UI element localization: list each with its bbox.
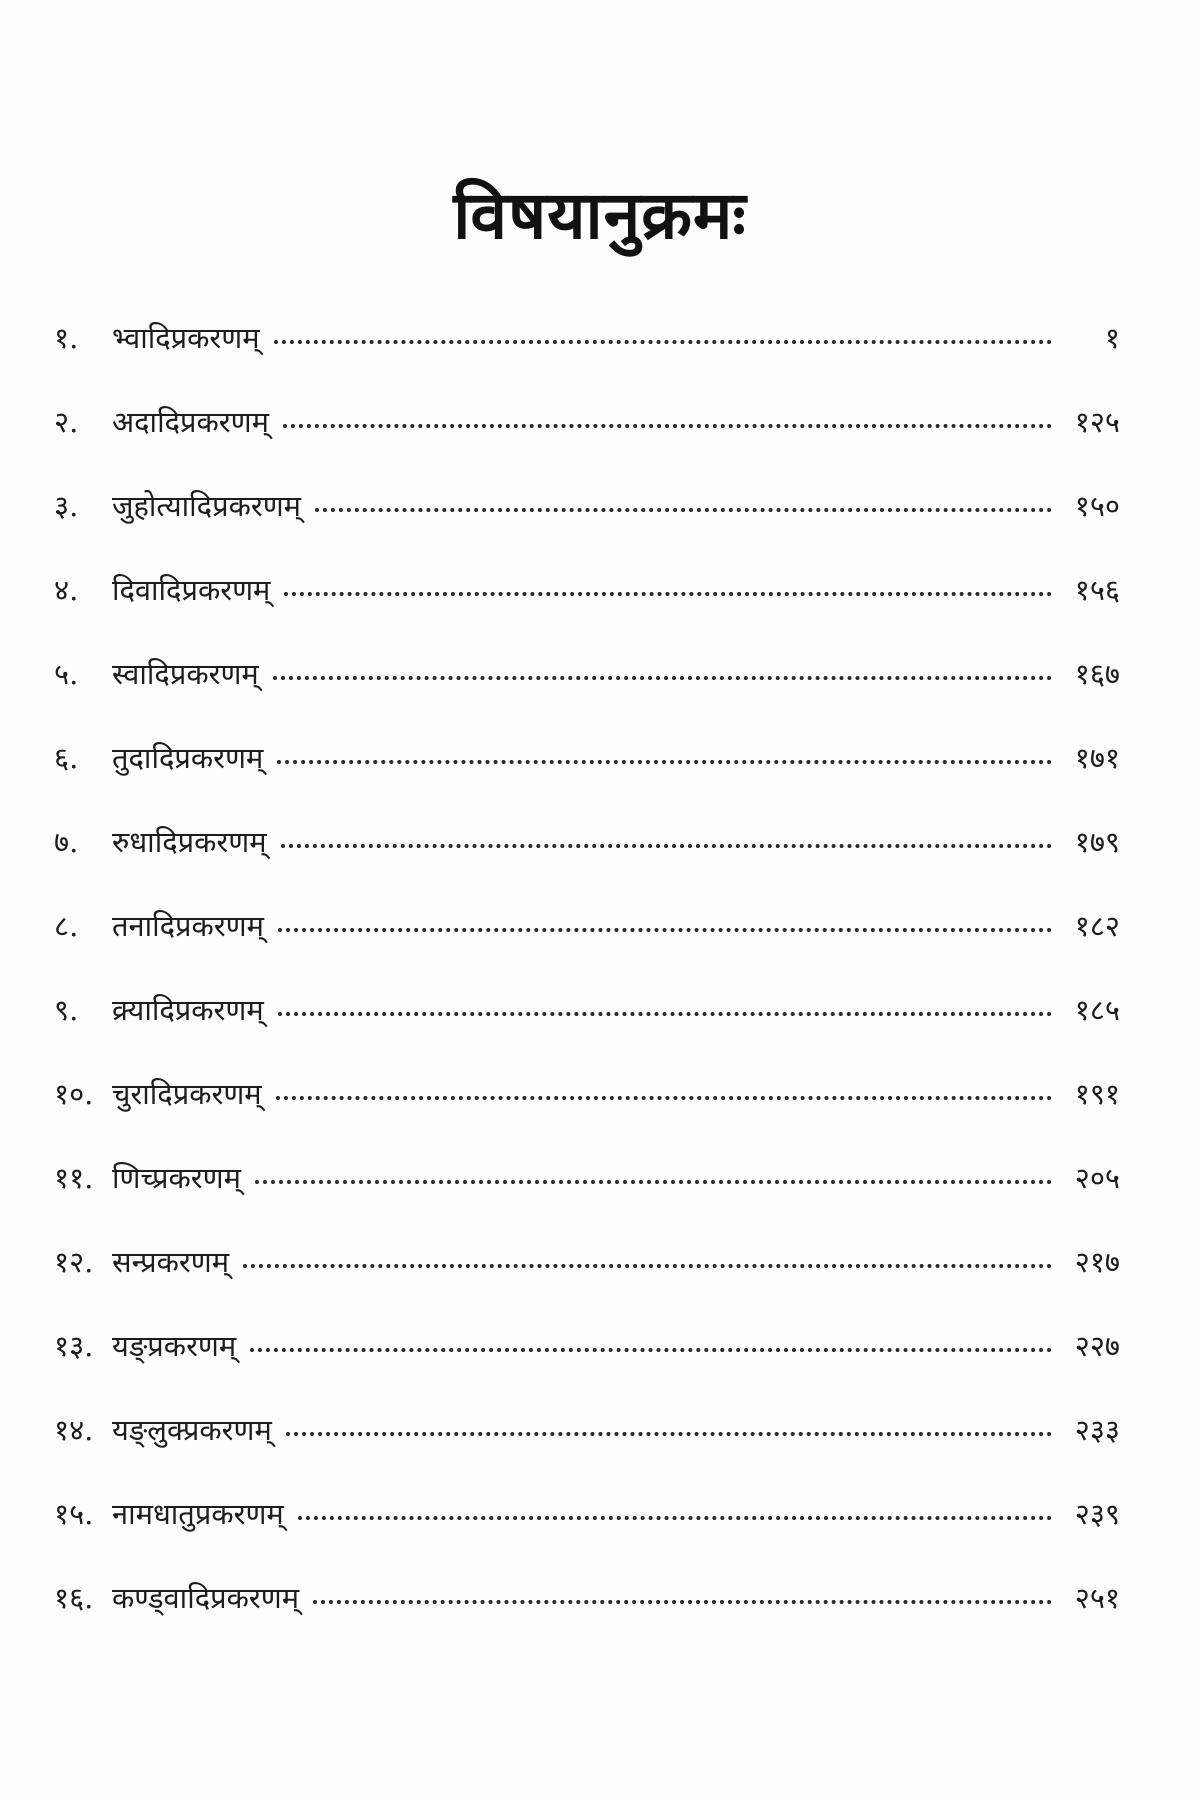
entry-page-number: १६७ <box>1074 657 1120 691</box>
dot-leader <box>250 1347 1052 1352</box>
dot-leader <box>277 759 1052 764</box>
entry-title: क्र्यादिप्रकरणम् <box>112 993 264 1027</box>
entry-title: दिवादिप्रकरणम् <box>112 573 271 607</box>
entry-title: चुरादिप्रकरणम् <box>112 1077 262 1111</box>
dot-leader <box>278 927 1052 932</box>
dot-leader <box>274 339 1052 344</box>
entry-page-number: १७९ <box>1074 825 1120 859</box>
dot-leader <box>281 843 1052 848</box>
toc-entry <box>54 1410 1120 1494</box>
entry-number: ९. <box>54 993 79 1027</box>
entry-page-number: १५० <box>1074 489 1120 523</box>
entry-page-number: १ <box>1104 321 1120 355</box>
entry-number: ८. <box>54 909 79 943</box>
dot-leader <box>286 1431 1052 1436</box>
dot-leader <box>255 1179 1052 1184</box>
toc-entry <box>54 1494 1120 1578</box>
toc-entry <box>54 1242 1120 1326</box>
dot-leader <box>278 1011 1052 1016</box>
entry-number: १६. <box>54 1581 94 1615</box>
entry-page-number: १५६ <box>1074 573 1120 607</box>
dot-leader <box>283 423 1052 428</box>
toc-entry <box>54 654 1120 738</box>
entry-number: १३. <box>54 1329 94 1363</box>
dot-leader <box>243 1263 1052 1268</box>
entry-page-number: २०५ <box>1074 1161 1120 1195</box>
entry-page-number: १९१ <box>1074 1077 1120 1111</box>
toc-entry <box>54 1074 1120 1158</box>
toc-entry <box>54 822 1120 906</box>
dot-leader <box>298 1515 1052 1520</box>
entry-page-number: २३९ <box>1074 1497 1120 1531</box>
table-of-contents <box>54 318 1120 1662</box>
entry-number: ३. <box>54 489 79 523</box>
toc-entry <box>54 738 1120 822</box>
entry-title: तनादिप्रकरणम् <box>112 909 264 943</box>
entry-title: सन्प्रकरणम् <box>112 1245 230 1279</box>
entry-page-number: २५१ <box>1074 1581 1120 1615</box>
toc-entry <box>54 990 1120 1074</box>
entry-number: ११. <box>54 1161 94 1195</box>
entry-title: तुदादिप्रकरणम् <box>112 741 264 775</box>
entry-title: रुधादिप्रकरणम् <box>112 825 267 859</box>
entry-page-number: १८५ <box>1074 993 1120 1027</box>
toc-entry <box>54 1158 1120 1242</box>
toc-entry <box>54 906 1120 990</box>
entry-title: अदादिप्रकरणम् <box>112 405 269 439</box>
entry-page-number: १७१ <box>1074 741 1120 775</box>
dot-leader <box>313 1599 1052 1604</box>
dot-leader <box>315 507 1052 512</box>
page-title: विषयानुक्रमः <box>453 176 747 254</box>
entry-page-number: २३३ <box>1074 1413 1120 1447</box>
entry-number: २. <box>54 405 79 439</box>
toc-entry <box>54 318 1120 402</box>
toc-entry <box>54 570 1120 654</box>
entry-page-number: १२५ <box>1074 405 1120 439</box>
entry-title: भ्वादिप्रकरणम् <box>112 321 260 355</box>
entry-title: स्वादिप्रकरणम् <box>112 657 259 691</box>
entry-page-number: २२७ <box>1074 1329 1120 1363</box>
entry-title: जुहोत्यादिप्रकरणम् <box>112 489 302 523</box>
entry-number: ७. <box>54 825 79 859</box>
dot-leader <box>273 675 1052 680</box>
dot-leader <box>276 1095 1052 1100</box>
entry-title: णिच्प्रकरणम् <box>112 1161 241 1195</box>
toc-entry <box>54 402 1120 486</box>
entry-title: कण्ड्वादिप्रकरणम् <box>112 1581 300 1615</box>
toc-entry <box>54 1578 1120 1662</box>
entry-number: ६. <box>54 741 79 775</box>
entry-number: १०. <box>54 1077 94 1111</box>
entry-page-number: २१७ <box>1074 1245 1120 1279</box>
entry-title: यङ्लुक्प्रकरणम् <box>112 1413 272 1447</box>
toc-entry <box>54 486 1120 570</box>
toc-entry <box>54 1326 1120 1410</box>
entry-number: १२. <box>54 1245 94 1279</box>
dot-leader <box>284 591 1052 596</box>
entry-number: १५. <box>54 1497 94 1531</box>
entry-page-number: १८२ <box>1074 909 1120 943</box>
entry-title: नामधातुप्रकरणम् <box>112 1497 284 1531</box>
entry-number: १. <box>54 321 79 355</box>
entry-number: ४. <box>54 573 79 607</box>
entry-number: १४. <box>54 1413 94 1447</box>
entry-title: यङ्प्रकरणम् <box>112 1329 237 1363</box>
entry-number: ५. <box>54 657 79 691</box>
